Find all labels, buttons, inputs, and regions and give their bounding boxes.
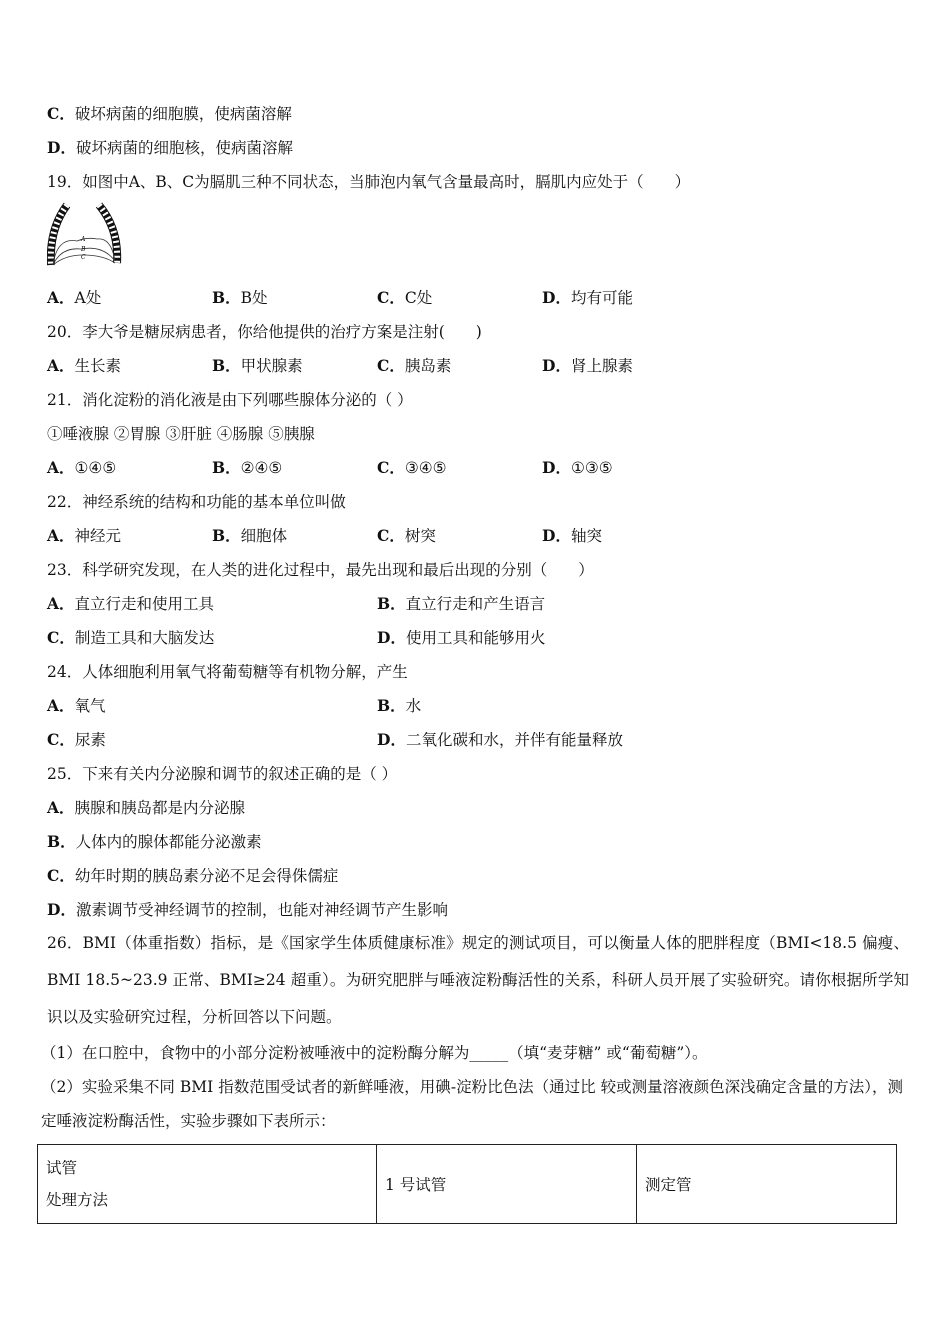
option-b[interactable]: B．甲状腺素 — [212, 356, 303, 375]
question-22-stem: 22．神经系统的结构和功能的基本单位叫做 — [47, 493, 346, 511]
question-25-stem: 25．下来有关内分泌腺和调节的叙述正确的是（ ） — [47, 765, 398, 783]
question-21-stem: 21．消化淀粉的消化液是由下列哪些腺体分泌的（ ） — [47, 391, 413, 409]
question-19-stem: 19．如图中A、B、C为膈肌三种不同状态，当肺泡内氧气含量最高时，膈肌内应处于（ ） — [47, 173, 691, 191]
option-a[interactable]: A．氧气 — [47, 696, 106, 715]
question-23-stem: 23．科学研究发现，在人类的进化过程中，最先出现和最后出现的分别（ ） — [47, 561, 594, 579]
table-cell-test-tube: 测定管 — [637, 1145, 897, 1224]
question-21-options — [47, 451, 907, 485]
svg-text:B: B — [81, 246, 86, 253]
option-d[interactable]: D．轴突 — [542, 526, 602, 545]
option-c[interactable]: C．③④⑤ — [377, 458, 447, 477]
question-19-options — [47, 281, 907, 315]
question-22-options — [47, 519, 907, 553]
diaphragm-diagram — [47, 199, 907, 281]
option-c[interactable]: C．胰岛素 — [377, 356, 452, 375]
svg-text:C: C — [81, 254, 86, 261]
question-20-options — [47, 349, 907, 383]
option-a[interactable]: A．胰腺和胰岛都是内分泌腺 — [47, 798, 246, 817]
option-c[interactable]: C．幼年时期的胰岛素分泌不足会得侏儒症 — [47, 866, 339, 885]
option-d: D．破坏病菌的细胞核，使病菌溶解 — [47, 138, 293, 157]
table-cell-tube-1: 1 号试管 — [377, 1145, 637, 1224]
option-d[interactable]: D．激素调节受神经调节的控制，也能对神经调节产生影响 — [47, 900, 448, 919]
option-b[interactable]: B．细胞体 — [212, 526, 288, 545]
option-d[interactable]: D．①③⑤ — [542, 458, 613, 477]
option-b[interactable]: B．②④⑤ — [212, 458, 283, 477]
option-a[interactable]: A．生长素 — [47, 356, 122, 375]
option-a[interactable]: A．A处 — [47, 288, 102, 307]
option-a[interactable]: A．①④⑤ — [47, 458, 117, 477]
svg-text:A: A — [81, 236, 86, 243]
option-c[interactable]: C．C处 — [377, 288, 433, 307]
question-26-stem: 26．BMI（体重指数）指标，是《国家学生体质健康标准》规定的测试项目，可以衡量人体的肥胖程度（BMI<18.5 偏瘦、BMI 18.5~23.9 正常、BMI≥24 超重）。为研究肥胖与唾液淀粉酶活性的关系，科研人员开展了实验研究。请你根据所学知识以及实验研究过程，分析回答以下问题。 — [47, 934, 909, 1026]
table-header-cell: 试管 处理方法 — [38, 1145, 377, 1224]
option-d[interactable]: D．均有可能 — [542, 288, 633, 307]
question-26-part-2: （2）实验采集不同 BMI 指数范围受试者的新鲜唾液，用碘-淀粉比色法（通过比 较或测量溶液颜色深浅确定含量的方法），测定唾液淀粉酶活性，实验步骤如下表所示： — [41, 1078, 903, 1130]
option-c: C．破坏病菌的细胞膜，使病菌溶解 — [47, 104, 292, 123]
option-b[interactable]: B．直立行走和产生语言 — [377, 594, 546, 613]
option-d[interactable]: D．二氧化碳和水，并伴有能量释放 — [377, 730, 623, 749]
option-b[interactable]: B．水 — [377, 696, 422, 715]
question-20-stem: 20．李大爷是糖尿病患者，你给他提供的治疗方案是注射( ) — [47, 323, 482, 341]
option-b[interactable]: B．人体内的腺体都能分泌激素 — [47, 832, 262, 851]
option-a[interactable]: A．直立行走和使用工具 — [47, 594, 215, 613]
option-c[interactable]: C．尿素 — [47, 730, 106, 749]
question-21-items: ①唾液腺 ②胃腺 ③肝脏 ④肠腺 ⑤胰腺 — [47, 425, 315, 443]
option-a[interactable]: A．神经元 — [47, 526, 122, 545]
experiment-table — [37, 1144, 897, 1224]
question-26-part-1: （1）在口腔中，食物中的小部分淀粉被唾液中的淀粉酶分解为_____（填“麦芽糖” 或“葡萄糖”）。 — [41, 1044, 708, 1062]
question-24-stem: 24．人体细胞利用氧气将葡萄糖等有机物分解，产生 — [47, 663, 408, 681]
option-d[interactable]: D．肾上腺素 — [542, 356, 633, 375]
option-d[interactable]: D．使用工具和能够用火 — [377, 628, 546, 647]
option-c[interactable]: C．树突 — [377, 526, 436, 545]
option-c[interactable]: C．制造工具和大脑发达 — [47, 628, 215, 647]
option-b[interactable]: B．B处 — [212, 288, 268, 307]
